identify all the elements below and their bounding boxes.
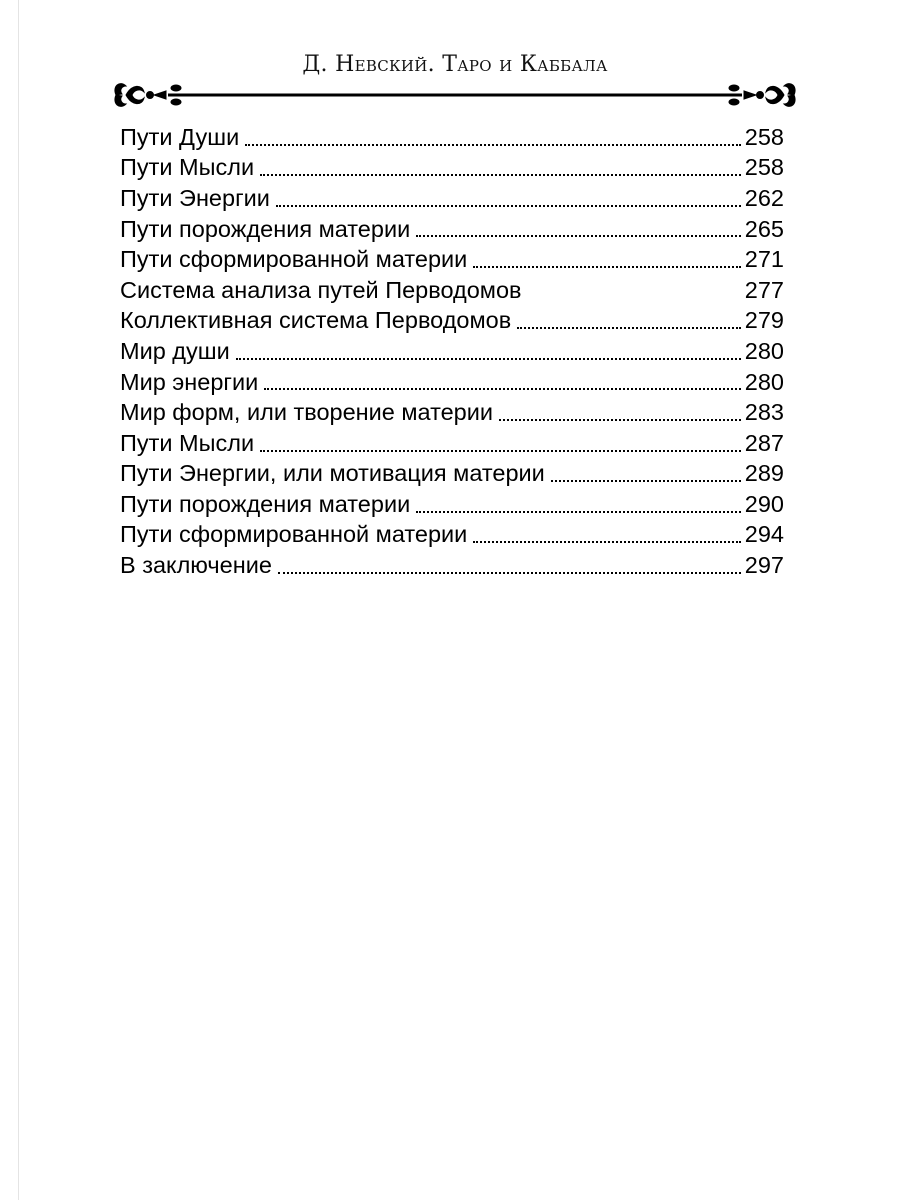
toc-entry-title: В заключение: [120, 552, 272, 579]
toc-leader: [551, 480, 741, 482]
toc-entry-title: Мир форм, или творение материи: [120, 399, 493, 426]
toc-entry-title: Мир энергии: [120, 368, 259, 395]
toc-leader: [416, 235, 741, 237]
toc-entry-title: Пути сформированной материи: [120, 246, 468, 273]
toc-entry[interactable]: [120, 273, 784, 304]
toc-entry-page: 283: [744, 399, 784, 426]
toc-entry-page: 262: [744, 184, 784, 211]
toc-leader: [528, 297, 741, 299]
toc-entry-page: 258: [744, 123, 784, 150]
toc-entry[interactable]: [120, 181, 784, 212]
ornament-divider-icon: [110, 74, 800, 114]
toc-entry-title: Пути Энергии, или мотивация материи: [120, 460, 545, 487]
toc-entry-title: Пути сформированной материи: [120, 521, 468, 548]
toc-entry-page: 277: [744, 276, 784, 303]
toc-entry[interactable]: [120, 242, 784, 273]
toc-entry[interactable]: [120, 365, 784, 396]
toc-entry[interactable]: [120, 304, 784, 335]
toc-entry[interactable]: [120, 151, 784, 182]
toc-entry[interactable]: [120, 457, 784, 488]
toc-entry-page: 280: [744, 368, 784, 395]
toc-entry-page: 297: [744, 552, 784, 579]
running-header-title: Д. Невский. Таро и Каббала: [302, 52, 608, 77]
toc-entry-page: 279: [744, 307, 784, 334]
toc-entry[interactable]: [120, 426, 784, 457]
toc-leader: [473, 541, 741, 543]
toc-entry[interactable]: [120, 120, 784, 151]
toc-entry[interactable]: [120, 487, 784, 518]
toc-entry-page: 290: [744, 490, 784, 517]
toc-entry[interactable]: [120, 212, 784, 243]
toc-leader: [416, 511, 741, 513]
toc-leader: [517, 327, 741, 329]
toc-entry-title: Пути Мысли: [120, 429, 255, 456]
toc-leader: [473, 266, 741, 268]
page-edge: [18, 0, 19, 1200]
toc-entry-page: 258: [744, 154, 784, 181]
toc-entry[interactable]: [120, 548, 784, 579]
toc-leader: [499, 419, 741, 421]
toc-entry[interactable]: [120, 518, 784, 549]
toc-entry-page: 265: [744, 215, 784, 242]
toc-entry-title: Пути Души: [120, 123, 240, 150]
toc-entry-page: 271: [744, 246, 784, 273]
toc-entry-title: Мир души: [120, 337, 230, 364]
toc-entry-page: 294: [744, 521, 784, 548]
toc-entry-page: 280: [744, 337, 784, 364]
toc-entry-title: Пути Энергии: [120, 184, 270, 211]
toc-entry-title: Пути порождения материи: [120, 215, 411, 242]
toc-entry-title: Пути Мысли: [120, 154, 255, 181]
toc-entry-title: Система анализа путей Перводомов: [120, 276, 522, 303]
toc-entry-page: 287: [744, 429, 784, 456]
toc-leader: [278, 572, 741, 574]
toc-leader: [236, 358, 741, 360]
toc-entry[interactable]: [120, 334, 784, 365]
toc-leader: [245, 144, 741, 146]
toc-leader: [276, 205, 741, 207]
toc-entry-title: Пути порождения материи: [120, 490, 411, 517]
table-of-contents: [120, 120, 784, 579]
toc-entry-title: Коллективная система Перводомов: [120, 307, 512, 334]
toc-leader: [260, 450, 741, 452]
toc-leader: [260, 174, 741, 176]
toc-entry-page: 289: [744, 460, 784, 487]
toc-leader: [264, 388, 741, 390]
toc-entry[interactable]: [120, 395, 784, 426]
